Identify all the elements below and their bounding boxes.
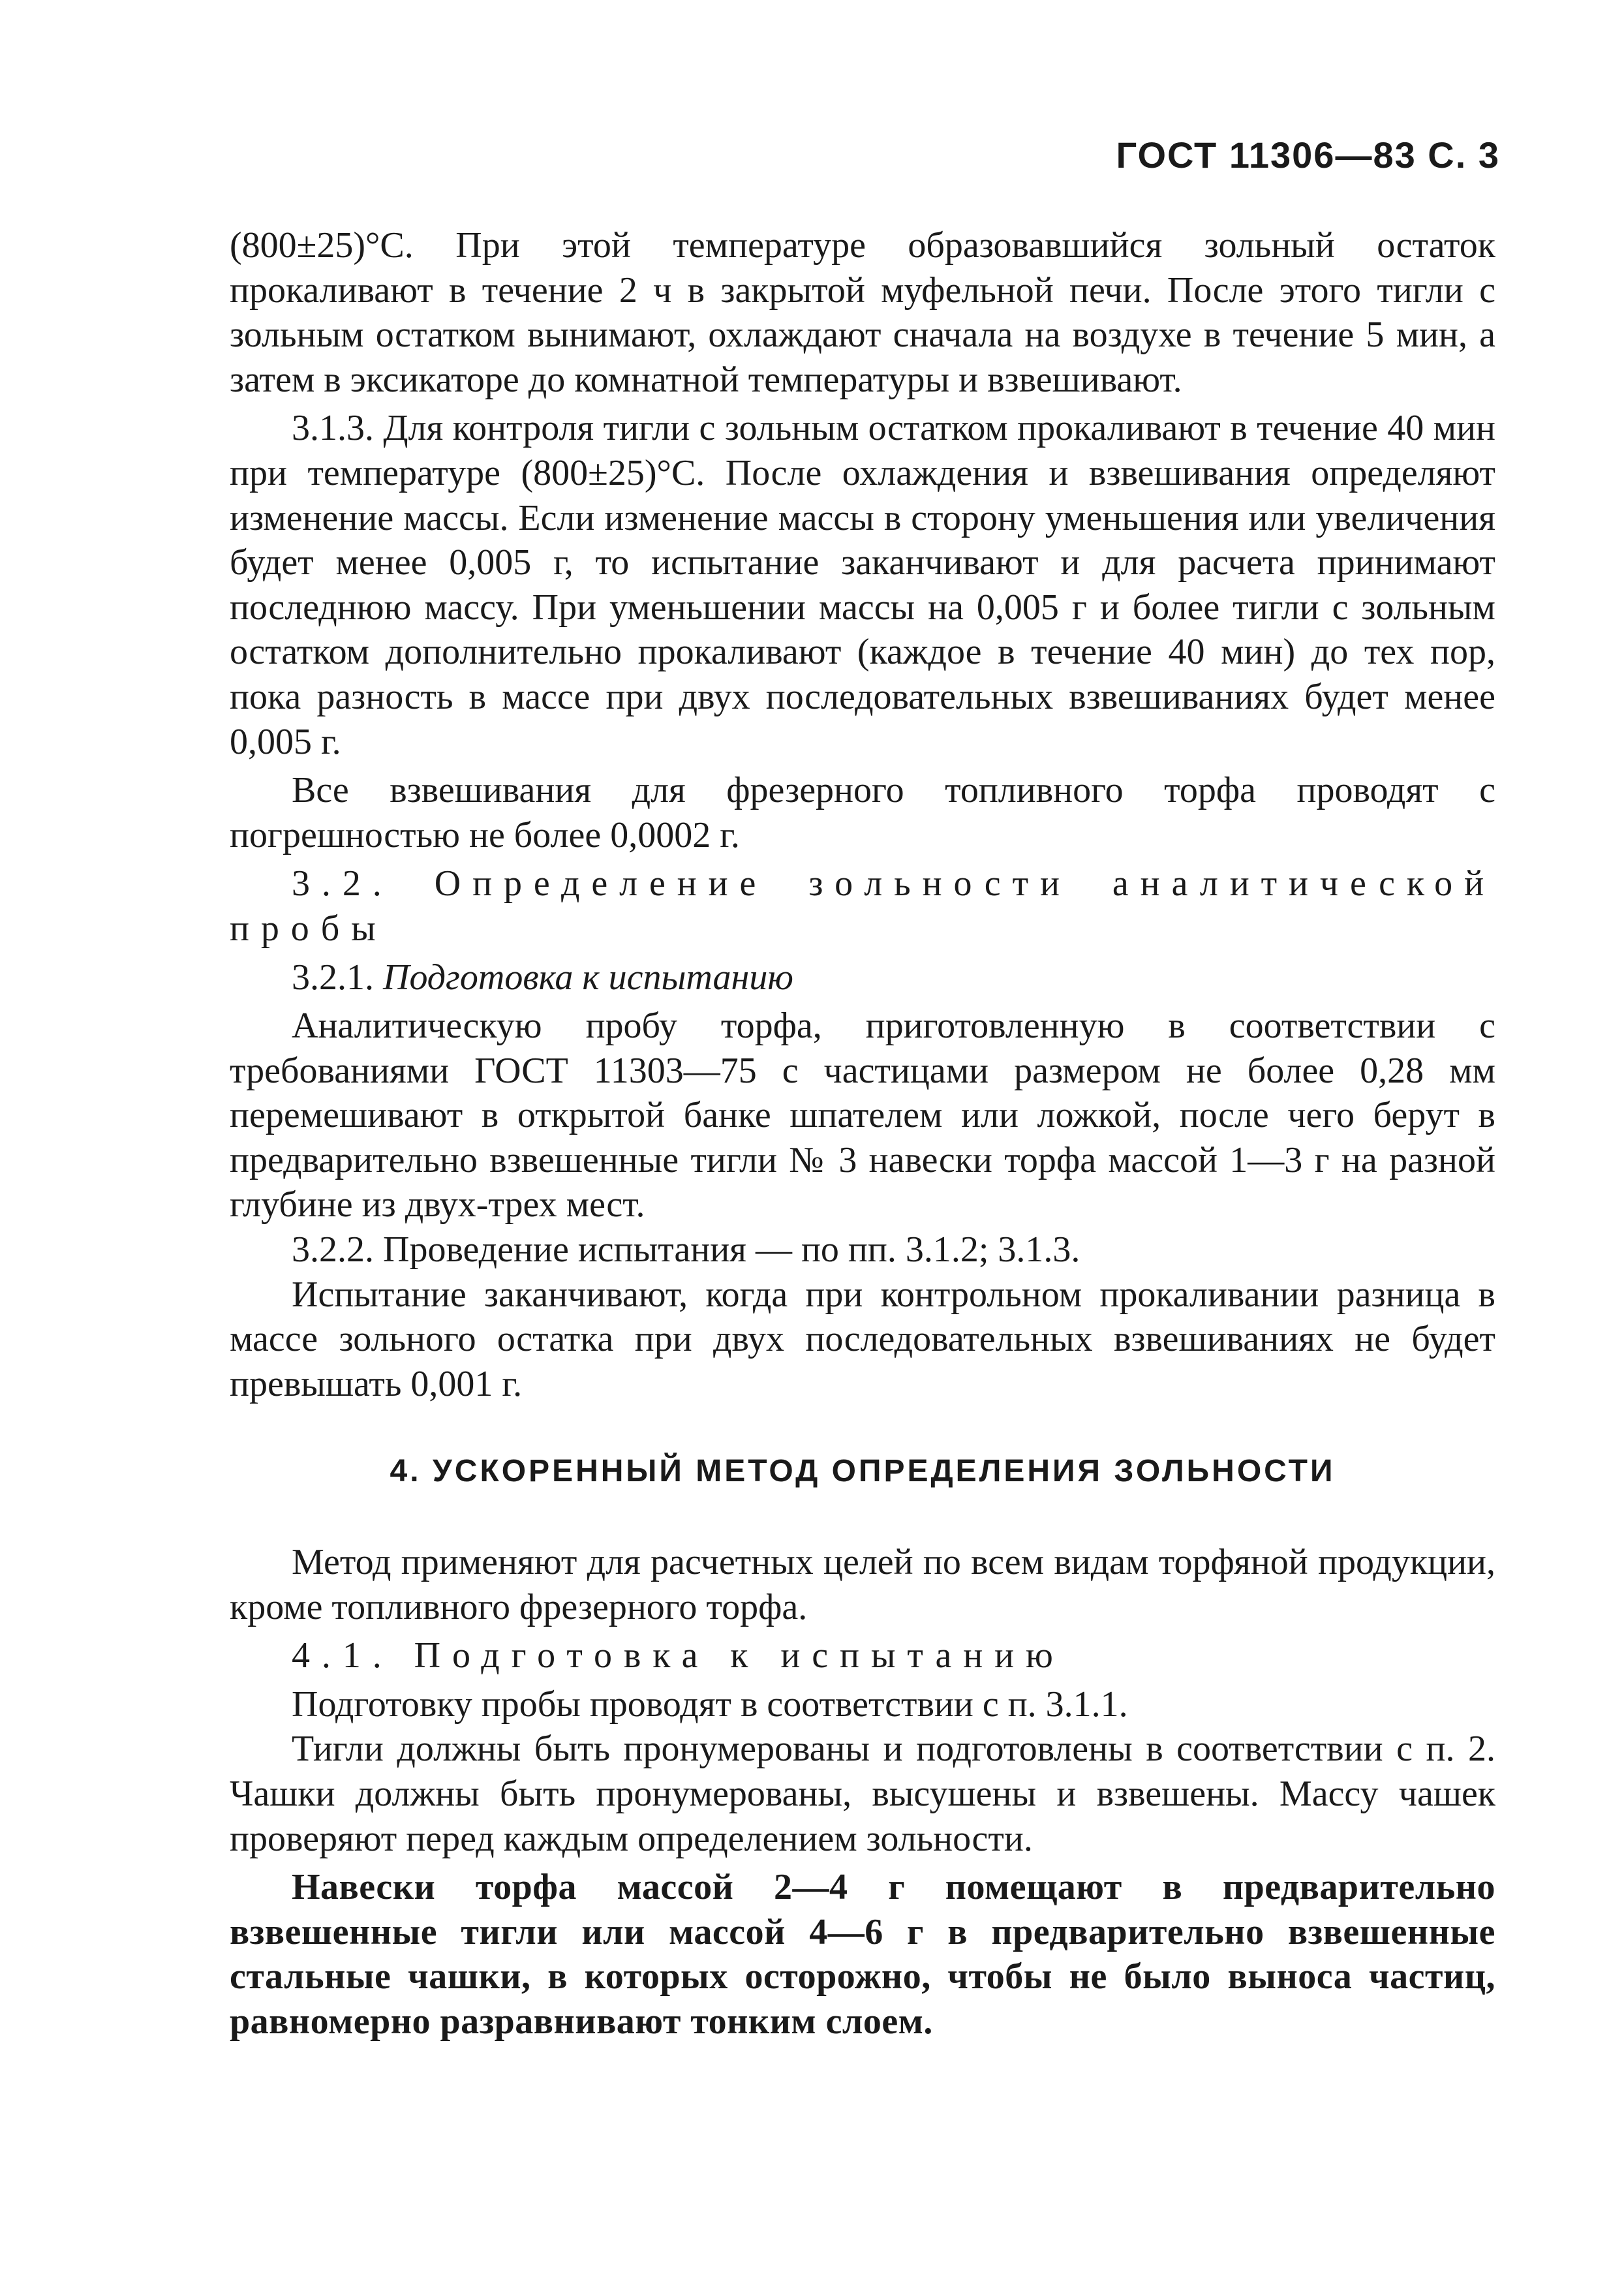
- paragraph-furnace-ignition: (800±25)°С. При этой температуре образовавшийся зольный остаток прокаливают в течение 2 ч в закрытой муфельной печи. После этого тигли с зольным остатком вынимают, охлаждают сначала на воздухе в течение 5 мин, а затем в эксикаторе до комнатной температуры и взвешивают.: [230, 225, 1495, 400]
- paragraph-4-1-heading: 4.1. Подготовка к испытанию: [292, 1635, 1065, 1676]
- paragraph-3-2-1-title: Подготовка к испытанию: [383, 957, 793, 998]
- section-4-heading: 4. УСКОРЕННЫЙ МЕТОД ОПРЕДЕЛЕНИЯ ЗОЛЬНОСТИ: [390, 1454, 1336, 1489]
- paragraph-3-2-1-number: 3.2.1.: [292, 957, 374, 998]
- document-body: [230, 223, 1495, 2044]
- paragraph-3-2-2: 3.2.2. Проведение испытания — по пп. 3.1.2; 3.1.3.: [292, 1229, 1080, 1270]
- paragraph-test-end: Испытание заканчивают, когда при контрольном прокаливании разница в массе зольного остатка при двух последовательных взвешиваниях не будет превышать 0,001 г.: [230, 1274, 1495, 1404]
- paragraph-sample-weights: Навески торфа массой 2—4 г помещают в предварительно взвешенные тигли или массой 4—6 г в предварительно взвешенные стальные чашки, в которых осторожно, чтобы не было выноса частиц, равномерно разравнивают тонким слоем.: [230, 1867, 1495, 2042]
- paragraph-method-scope: Метод применяют для расчетных целей по всем видам торфяной продукции, кроме топливного фрезерного торфа.: [230, 1542, 1495, 1627]
- paragraph-sample-prep: Подготовку пробы проводят в соответствии с п. 3.1.1.: [292, 1684, 1128, 1725]
- paragraph-3-1-3: 3.1.3. Для контроля тигли с зольным остатком прокаливают в течение 40 мин при температуре (800±25)°С. После охлаждения и взвешивания определяют изменение массы. Если изменение массы в сторону уменьшения или увеличения будет менее 0,005 г, то испытание заканчивают и для расчета принимают последнюю массу. При уменьшении массы на 0,005 г и более тигли с зольным остатком дополнительно прокаливают (каждое в течение 40 мин) до тех пор, пока разность в массе при двух последовательных взвешиваниях будет менее 0,005 г.: [230, 408, 1495, 762]
- paragraph-3-2-1: [230, 955, 1495, 1000]
- paragraph-weighing-accuracy: Все взвешивания для фрезерного топливного торфа проводят с погрешностью не более 0,0002 г.: [230, 770, 1495, 855]
- paragraph-3-2-heading: 3.2. Определение зольности аналитической пробы: [230, 863, 1495, 949]
- paragraph-crucibles: Тигли должны быть пронумерованы и подготовлены в соответствии с п. 2. Чашки должны быть пронумерованы, высушены и взвешены. Массу чашек проверяют перед каждым определением зольности.: [230, 1729, 1495, 1859]
- paragraph-analytic-sample: Аналитическую пробу торфа, приготовленную в соответствии с требованиями ГОСТ 11303—75 с частицами размером не более 0,28 мм перемешивают в открытой банке шпателем или ложкой, после чего берут в предварительно взвешенные тигли № 3 навески торфа массой 1—3 г на разной глубине из двух-трех мест.: [230, 1006, 1495, 1225]
- page-header: ГОСТ 11306—83 С. 3: [1116, 134, 1500, 176]
